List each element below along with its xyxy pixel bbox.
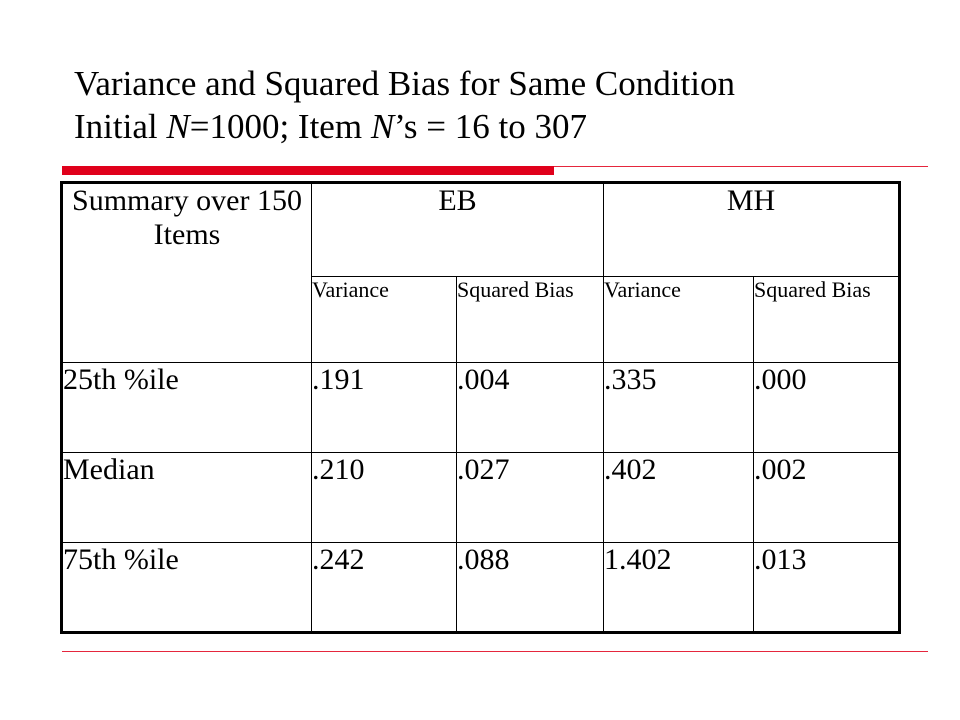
title-line-2-suffix: ’s = 16 to 307 bbox=[394, 107, 587, 146]
title-line-2-prefix: Initial bbox=[74, 107, 167, 146]
subheader-mh-variance: Variance bbox=[604, 277, 754, 363]
title-line-2-n: N bbox=[166, 107, 190, 146]
table-row bbox=[62, 543, 900, 633]
table-cell: .000 bbox=[754, 363, 900, 453]
row-label: Median bbox=[62, 453, 312, 543]
subheader-eb-squared-bias: Squared Bias bbox=[457, 277, 604, 363]
group-header-mh: MH bbox=[604, 183, 900, 277]
title-line-2-n2: N bbox=[370, 107, 395, 146]
title-underline-bar bbox=[62, 166, 554, 175]
table-row bbox=[62, 363, 900, 453]
table-cell: 1.402 bbox=[604, 543, 754, 633]
table-cell: .210 bbox=[312, 453, 457, 543]
table-cell: .027 bbox=[457, 453, 604, 543]
corner-header: Summary over 150 Items bbox=[62, 183, 312, 363]
table-cell: .088 bbox=[457, 543, 604, 633]
bottom-rule bbox=[62, 651, 928, 652]
subheader-mh-squared-bias: Squared Bias bbox=[754, 277, 900, 363]
table-cell: .402 bbox=[604, 453, 754, 543]
subheader-eb-variance: Variance bbox=[312, 277, 457, 363]
slide-title bbox=[74, 62, 934, 148]
row-label: 25th %ile bbox=[62, 363, 312, 453]
table-cell: .002 bbox=[754, 453, 900, 543]
table-cell: .004 bbox=[457, 363, 604, 453]
table-row bbox=[62, 453, 900, 543]
title-line-2-mid: =1000; Item bbox=[189, 107, 371, 146]
group-header-eb: EB bbox=[312, 183, 604, 277]
table-cell: .191 bbox=[312, 363, 457, 453]
table-cell: .013 bbox=[754, 543, 900, 633]
table-cell: .242 bbox=[312, 543, 457, 633]
table-cell: .335 bbox=[604, 363, 754, 453]
row-label: 75th %ile bbox=[62, 543, 312, 633]
summary-table bbox=[60, 181, 901, 634]
table-header-row bbox=[62, 183, 900, 277]
title-line-2 bbox=[74, 105, 934, 148]
title-line-1: Variance and Squared Bias for Same Condition bbox=[74, 64, 735, 103]
